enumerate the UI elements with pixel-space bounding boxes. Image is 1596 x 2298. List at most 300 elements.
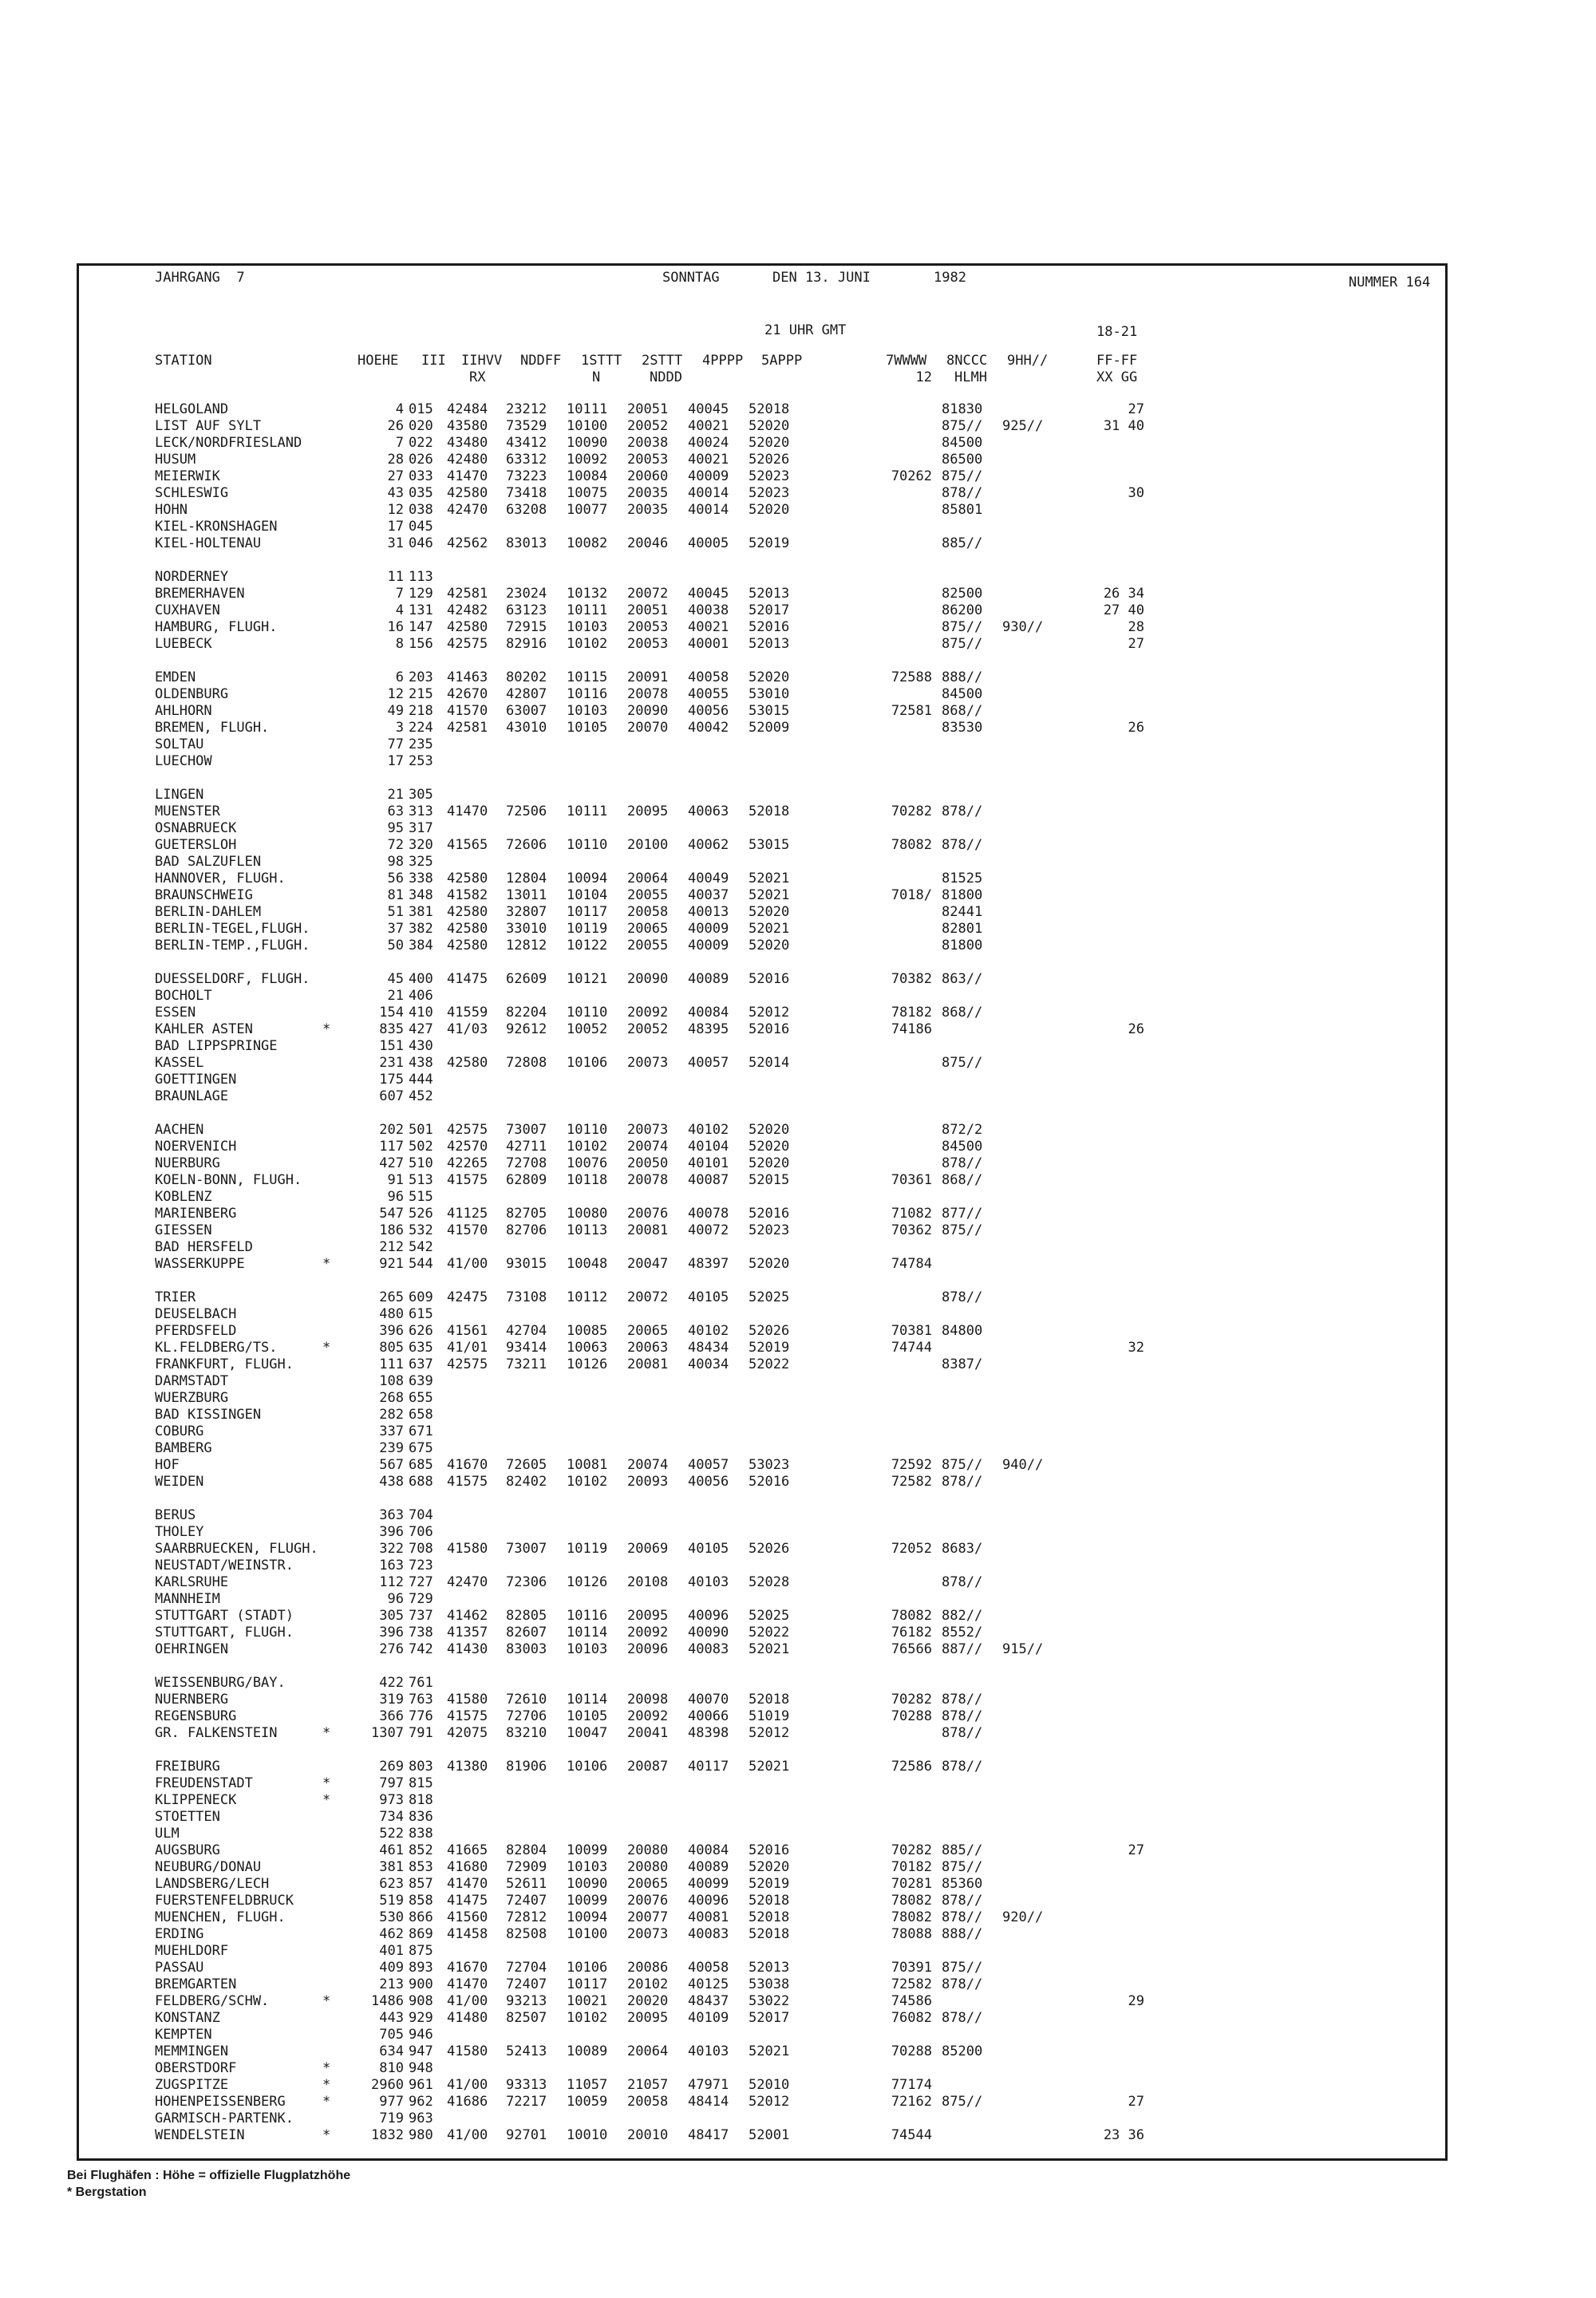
hoehe-value: 91 [387,1172,404,1188]
station-id: 875 [409,1943,433,1959]
group-8nccc: 86200 [942,602,983,618]
iihvv-value: 42475 [447,1289,488,1305]
group-2sttt: 20077 [627,1909,669,1925]
ff-gg-value: 27 [1128,2094,1144,2110]
iihvv-value: 41470 [447,1976,488,1992]
iihvv-value: 41/00 [447,2127,488,2143]
station-id: 729 [409,1591,433,1607]
group-2sttt: 20092 [627,1005,669,1021]
nddff-value: 81906 [506,1759,547,1775]
nddff-value: 73211 [506,1356,547,1372]
group-1sttt: 10047 [567,1725,608,1741]
station-name: WEIDEN [155,1474,204,1490]
station-name: GARMISCH-PARTENK. [155,2110,294,2126]
iihvv-value: 41680 [447,1859,488,1875]
group-2sttt: 20081 [627,1222,669,1238]
group-2sttt: 20087 [627,1759,669,1775]
iihvv-value: 41665 [447,1842,488,1858]
group-5appp: 52025 [749,1608,790,1624]
hoehe-value: 117 [379,1139,404,1155]
group-4pppp: 48414 [688,2094,729,2110]
group-8nccc: 868// [942,1005,983,1021]
station-id: 655 [409,1390,433,1406]
group-2sttt: 20072 [627,1289,669,1305]
station-name: WENDELSTEIN [155,2127,245,2143]
group-1sttt: 10111 [567,804,608,819]
group-2sttt: 20086 [627,1960,669,1976]
group-2sttt: 20038 [627,435,669,451]
group-1sttt: 10122 [567,938,608,954]
group-8nccc: 878// [942,1155,983,1171]
station-id: 305 [409,787,433,803]
group-1sttt: 10119 [567,921,608,937]
station-name: PFERDSFELD [155,1323,237,1339]
group-2sttt: 20058 [627,904,669,920]
hoehe-value: 51 [387,904,404,920]
group-7wwww: 72588 [891,669,932,685]
iihvv-value: 41561 [447,1323,488,1339]
ff-gg-value: 26 [1128,1021,1144,1037]
hoehe-value: 1832 [371,2127,404,2143]
mountain-marker: * [322,2127,331,2143]
group-7wwww: 72582 [891,1474,932,1490]
group-4pppp: 40109 [688,2010,729,2026]
group-5appp: 52021 [749,887,790,903]
iihvv-value: 42580 [447,904,488,920]
group-1sttt: 10052 [567,1021,608,1037]
group-8nccc: 875// [942,636,983,652]
station-id: 348 [409,887,433,903]
group-1sttt: 10115 [567,669,608,685]
group-1sttt: 10084 [567,468,608,484]
iihvv-value: 41430 [447,1641,488,1657]
group-1sttt: 10113 [567,1222,608,1238]
nddff-value: 32807 [506,904,547,920]
station-name: STOETTEN [155,1809,220,1825]
station-id: 763 [409,1692,433,1708]
group-8nccc: 888// [942,669,983,685]
station-name: KEMPTEN [155,2027,212,2043]
hoehe-value: 21 [387,988,404,1004]
observation-time: 21 UHR GMT [764,322,847,338]
group-4pppp: 40058 [688,1960,729,1976]
station-name: MEMMINGEN [155,2043,229,2059]
group-7wwww: 70288 [891,2043,932,2059]
hoehe-value: 7 [395,435,404,451]
station-name: NORDERNEY [155,569,229,585]
group-2sttt: 20053 [627,636,669,652]
group-2sttt: 20035 [627,485,669,501]
station-id: 615 [409,1306,433,1322]
day: SONNTAG [662,270,720,286]
group-8nccc: 882// [942,1608,983,1624]
col-rx: RX [469,369,486,385]
nddff-value: 80202 [506,669,547,685]
iihvv-value: 43580 [447,418,488,434]
station-name: LINGEN [155,787,204,803]
group-2sttt: 20065 [627,921,669,937]
group-5appp: 52020 [749,904,790,920]
station-name: ESSEN [155,1005,196,1021]
station-id: 858 [409,1893,433,1909]
group-4pppp: 40096 [688,1608,729,1624]
hoehe-value: 12 [387,502,404,518]
iihvv-value: 41565 [447,837,488,853]
station-id: 671 [409,1423,433,1439]
mountain-marker: * [322,2094,331,2110]
station-name: LUEBECK [155,636,212,652]
group-1sttt: 10085 [567,1323,608,1339]
hoehe-value: 17 [387,753,404,769]
hoehe-value: 547 [379,1206,404,1222]
group-2sttt: 20078 [627,686,669,702]
station-name: NOERVENICH [155,1139,237,1155]
group-2sttt: 20064 [627,2043,669,2059]
group-7wwww: 72162 [891,2094,932,2110]
group-5appp: 52012 [749,2094,790,2110]
station-name: COBURG [155,1423,204,1439]
station-id: 857 [409,1876,433,1892]
group-1sttt: 10099 [567,1893,608,1909]
station-id: 502 [409,1139,433,1155]
group-8nccc: 878// [942,485,983,501]
ff-gg-value: 30 [1128,485,1144,501]
station-id: 947 [409,2043,433,2059]
station-name: BAD LIPPSPRINGE [155,1038,278,1054]
station-name: MUEHLDORF [155,1943,229,1959]
iihvv-value: 42580 [447,921,488,937]
nddff-value: 82706 [506,1222,547,1238]
group-7wwww: 78182 [891,1005,932,1021]
group-8nccc: 878// [942,1692,983,1708]
nddff-value: 12804 [506,871,547,886]
mountain-marker: * [322,1792,331,1808]
hoehe-value: 11 [387,569,404,585]
group-8nccc: 872/2 [942,1122,983,1138]
group-4pppp: 40042 [688,720,729,736]
group-2sttt: 20095 [627,2010,669,2026]
group-2sttt: 20093 [627,1474,669,1490]
station-id: 382 [409,921,433,937]
group-7wwww: 72052 [891,1541,932,1557]
group-1sttt: 10110 [567,837,608,853]
group-5appp: 52018 [749,1909,790,1925]
group-1sttt: 10100 [567,418,608,434]
hoehe-value: 98 [387,854,404,870]
station-id: 400 [409,971,433,987]
hoehe-value: 438 [379,1474,404,1490]
col-4pppp: 4PPPP [702,353,744,369]
hoehe-value: 305 [379,1608,404,1624]
station-name: GUETERSLOH [155,837,237,853]
station-name: STUTTGART (STADT) [155,1608,294,1624]
group-2sttt: 20020 [627,1993,669,2009]
group-1sttt: 10094 [567,1909,608,1925]
station-id: 776 [409,1708,433,1724]
iihvv-value: 41575 [447,1708,488,1724]
hoehe-value: 28 [387,452,404,468]
group-5appp: 52020 [749,938,790,954]
nddff-value: 83210 [506,1725,547,1741]
nddff-value: 72812 [506,1909,547,1925]
iihvv-value: 41470 [447,468,488,484]
mountain-marker: * [322,1340,331,1356]
group-4pppp: 40009 [688,938,729,954]
group-1sttt: 10076 [567,1155,608,1171]
group-2sttt: 20051 [627,401,669,417]
station-id: 338 [409,871,433,886]
station-id: 818 [409,1792,433,1808]
group-2sttt: 20095 [627,1608,669,1624]
group-5appp: 52017 [749,2010,790,2026]
nddff-value: 72808 [506,1055,547,1071]
station-id: 020 [409,418,433,434]
group-8nccc: 875// [942,418,983,434]
hoehe-value: 72 [387,837,404,853]
group-5appp: 52023 [749,468,790,484]
group-8nccc: 84500 [942,435,983,451]
station-id: 022 [409,435,433,451]
group-1sttt: 10090 [567,1876,608,1892]
hoehe-value: 31 [387,535,404,551]
station-name: GR. FALKENSTEIN [155,1725,278,1741]
group-5appp: 53015 [749,837,790,853]
station-id: 727 [409,1574,433,1590]
nddff-value: 73223 [506,468,547,484]
iihvv-value: 42562 [447,535,488,551]
group-5appp: 52026 [749,1323,790,1339]
station-name: PASSAU [155,1960,204,1976]
group-8nccc: 875// [942,619,983,635]
group-1sttt: 10081 [567,1457,608,1473]
nddff-value: 83003 [506,1641,547,1657]
nddff-value: 93414 [506,1340,547,1356]
group-1sttt: 10092 [567,452,608,468]
nddff-value: 93015 [506,1256,547,1272]
hoehe-value: 269 [379,1759,404,1775]
group-2sttt: 20055 [627,887,669,903]
group-7wwww: 74586 [891,1993,932,2009]
group-1sttt: 10126 [567,1356,608,1372]
nddff-value: 63312 [506,452,547,468]
group-2sttt: 20069 [627,1541,669,1557]
group-4pppp: 40105 [688,1541,729,1557]
iihvv-value: 42075 [447,1725,488,1741]
group-1sttt: 10104 [567,887,608,903]
station-name: NUERNBERG [155,1692,229,1708]
iihvv-value: 41/01 [447,1340,488,1356]
group-5appp: 52016 [749,1206,790,1222]
col-xx-gg: XX GG [1096,369,1138,385]
group-2sttt: 20064 [627,871,669,886]
station-id: 791 [409,1725,433,1741]
hoehe-value: 422 [379,1675,404,1691]
station-id: 742 [409,1641,433,1657]
station-id: 737 [409,1608,433,1624]
group-1sttt: 10077 [567,502,608,518]
group-1sttt: 10114 [567,1692,608,1708]
group-5appp: 52001 [749,2127,790,2143]
iihvv-value: 42580 [447,1055,488,1071]
station-id: 444 [409,1072,433,1088]
station-id: 675 [409,1440,433,1456]
station-name: OSNABRUECK [155,820,237,836]
group-4pppp: 40101 [688,1155,729,1171]
nddff-value: 72706 [506,1708,547,1724]
group-4pppp: 40034 [688,1356,729,1372]
group-4pppp: 40045 [688,401,729,417]
station-id: 015 [409,401,433,417]
group-5appp: 52026 [749,1541,790,1557]
group-2sttt: 20092 [627,1708,669,1724]
station-id: 635 [409,1340,433,1356]
hoehe-value: 921 [379,1256,404,1272]
group-8nccc: 878// [942,837,983,853]
group-1sttt: 10105 [567,1708,608,1724]
group-4pppp: 40125 [688,1976,729,1992]
iihvv-value: 42580 [447,871,488,886]
group-1sttt: 10059 [567,2094,608,2110]
iihvv-value: 41462 [447,1608,488,1624]
group-4pppp: 40072 [688,1222,729,1238]
group-8nccc: 875// [942,1222,983,1238]
hoehe-value: 45 [387,971,404,987]
group-5appp: 52018 [749,1926,790,1942]
group-5appp: 52020 [749,1155,790,1171]
group-5appp: 52020 [749,1859,790,1875]
ff-gg-value: 27 [1128,1842,1144,1858]
hoehe-value: 151 [379,1038,404,1054]
station-name: NEUSTADT/WEINSTR. [155,1558,294,1573]
group-1sttt: 10075 [567,485,608,501]
group-8nccc: 85801 [942,502,983,518]
iihvv-value: 41559 [447,1005,488,1021]
group-5appp: 52013 [749,636,790,652]
station-id: 946 [409,2027,433,2043]
station-name: BERLIN-DAHLEM [155,904,262,920]
iihvv-value: 41470 [447,804,488,819]
hoehe-value: 26 [387,418,404,434]
group-5appp: 52026 [749,452,790,468]
group-8nccc: 81800 [942,938,983,954]
nddff-value: 72407 [506,1976,547,1992]
group-5appp: 52019 [749,1876,790,1892]
group-1sttt: 10102 [567,636,608,652]
station-id: 962 [409,2094,433,2110]
group-4pppp: 40063 [688,804,729,819]
station-name: BRAUNLAGE [155,1088,229,1104]
col-hoehe: HOEHE [358,353,399,369]
group-4pppp: 40103 [688,1574,729,1590]
group-5appp: 52021 [749,871,790,886]
group-7wwww: 78088 [891,1926,932,1942]
station-name: BERLIN-TEGEL,FLUGH. [155,921,310,937]
station-id: 723 [409,1558,433,1573]
group-5appp: 51019 [749,1708,790,1724]
group-4pppp: 40089 [688,1859,729,1875]
group-7wwww: 71082 [891,1206,932,1222]
group-8nccc: 81830 [942,401,983,417]
group-1sttt: 10102 [567,2010,608,2026]
group-8nccc: 878// [942,1725,983,1741]
iihvv-value: 41575 [447,1172,488,1188]
group-7wwww: 70381 [891,1323,932,1339]
nddff-value: 23024 [506,586,547,602]
ff-gg-value: 26 34 [1103,586,1144,602]
group-1sttt: 10063 [567,1340,608,1356]
group-2sttt: 20046 [627,535,669,551]
group-4pppp: 40087 [688,1172,729,1188]
nddff-value: 63123 [506,602,547,618]
group-1sttt: 10080 [567,1206,608,1222]
iihvv-value: 42580 [447,619,488,635]
group-2sttt: 20108 [627,1574,669,1590]
group-1sttt: 10021 [567,1993,608,2009]
hoehe-value: 96 [387,1591,404,1607]
group-4pppp: 40102 [688,1323,729,1339]
station-name: TRIER [155,1289,196,1305]
group-4pppp: 40117 [688,1759,729,1775]
nddff-value: 63007 [506,703,547,719]
group-5appp: 52022 [749,1356,790,1372]
nddff-value: 72915 [506,619,547,635]
hoehe-value: 81 [387,887,404,903]
station-name: WUERZBURG [155,1390,229,1406]
ff-gg-value: 23 36 [1103,2127,1144,2143]
group-1sttt: 10132 [567,586,608,602]
ff-gg-value: 28 [1128,619,1144,635]
group-8nccc: 878// [942,1976,983,1992]
station-id: 320 [409,837,433,853]
group-2sttt: 20053 [627,452,669,468]
station-name: BOCHOLT [155,988,212,1004]
station-id: 929 [409,2010,433,2026]
group-8nccc: 84500 [942,686,983,702]
hoehe-value: 705 [379,2027,404,2043]
iihvv-value: 43480 [447,435,488,451]
station-name: KLIPPENECK [155,1792,237,1808]
group-4pppp: 40056 [688,703,729,719]
station-id: 526 [409,1206,433,1222]
station-name: REGENSBURG [155,1708,237,1724]
mountain-marker: * [322,2060,331,2076]
group-5appp: 52021 [749,2043,790,2059]
group-7wwww: 70391 [891,1960,932,1976]
iihvv-value: 41458 [447,1926,488,1942]
group-1sttt: 10100 [567,1926,608,1942]
nddff-value: 72605 [506,1457,547,1473]
group-8nccc: 877// [942,1206,983,1222]
group-8nccc: 878// [942,1893,983,1909]
group-4pppp: 40057 [688,1457,729,1473]
group-4pppp: 40090 [688,1625,729,1641]
station-name: AACHEN [155,1122,204,1138]
group-2sttt: 20051 [627,602,669,618]
col-ff-ff: FF-FF [1096,353,1138,369]
station-id: 224 [409,720,433,736]
station-id: 685 [409,1457,433,1473]
station-id: 438 [409,1055,433,1071]
station-id: 637 [409,1356,433,1372]
iihvv-value: 42670 [447,686,488,702]
hoehe-value: 461 [379,1842,404,1858]
nddff-value: 42807 [506,686,547,702]
group-7wwww: 72581 [891,703,932,719]
iihvv-value: 42581 [447,720,488,736]
station-name: FELDBERG/SCHW. [155,1993,270,2009]
station-name: GOETTINGEN [155,1072,237,1088]
iihvv-value: 41575 [447,1474,488,1490]
